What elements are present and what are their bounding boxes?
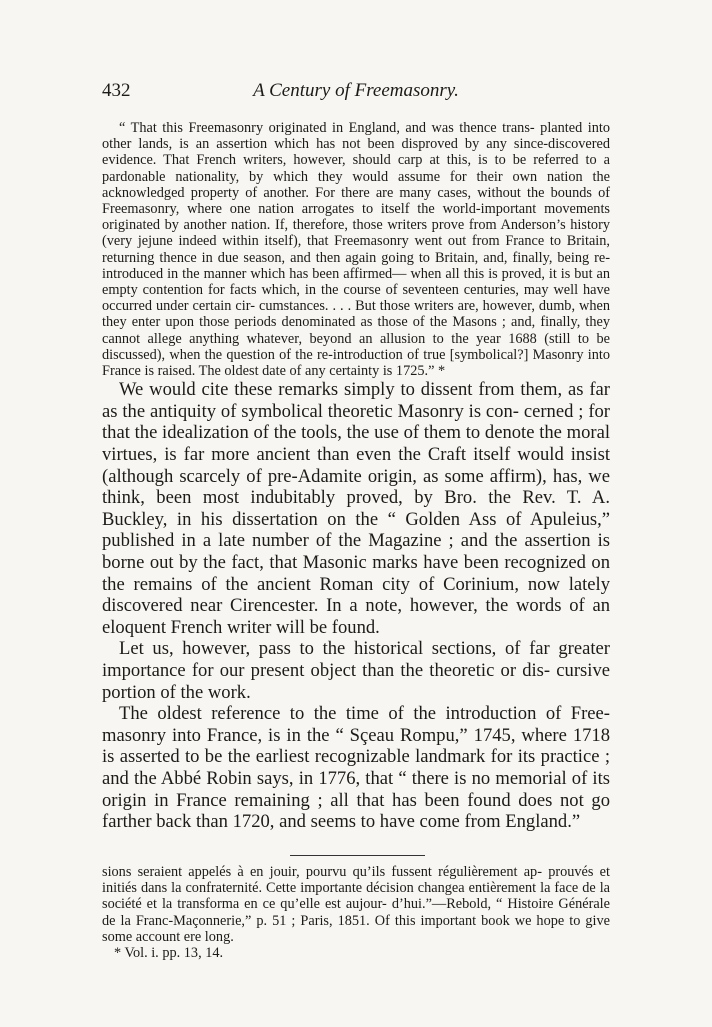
- text-line: cerned ; for that the idealization of the tools, the use of them to: [102, 400, 610, 444]
- quote-line: “ That this Freemasonry originated in England, and was thence trans-: [119, 120, 535, 136]
- text-line: Let us, however, pass to the historical sections, of far greater: [119, 638, 610, 660]
- quote-line: cumstances. . . . But those writers are, however, dumb, when they enter: [102, 298, 610, 331]
- text-line: denote the moral virtues, is far more ancient than even the Craft: [102, 422, 610, 466]
- page-header: [102, 80, 610, 104]
- text-line: cursive portion of the work.: [102, 659, 610, 703]
- footnote-line: prouvés et initiés dans la confraternité. Cette importante décision changea: [102, 864, 610, 897]
- text-line: of Corinium, now lately discovered near Cirencester. In a: [102, 573, 610, 617]
- footnote-continued: [102, 864, 610, 945]
- text-line: note, however, the words of an eloquent French writer will: [102, 595, 610, 638]
- text-line: 1718 is asserted to be the earliest recognizable landmark for its: [102, 724, 610, 768]
- quote-line: planted into other lands, is an assertion which has not been disproved by: [102, 120, 610, 153]
- quote-line: any certainty is 1725.” *: [305, 363, 446, 380]
- quote-line: any since-discovered evidence. That French writers, however, should: [102, 136, 610, 169]
- footnote-line: entièrement la face de la société et la transforma en ce qu’elle est aujour-: [102, 880, 611, 913]
- quote-line: nation arrogates to itself the world-important movements originated by: [102, 201, 610, 234]
- block-quote: [102, 120, 610, 379]
- quote-line: another nation. If, therefore, those writers prove from Anderson’s history: [183, 217, 610, 234]
- quote-line: they cannot allege anything whatever, beyond an allusion to the year: [102, 314, 611, 347]
- quote-line: to Britain, returning thence in due season, and then again going to Britain,: [102, 233, 610, 266]
- footnote-line: Paris, 1851. Of this important book we hope to give some account ere long.: [102, 912, 610, 945]
- text-line: masonry into France, is in the “ Sçeau Rompu,” 1745, where: [102, 724, 567, 746]
- text-line: We would cite these remarks simply to dissent from them, as: [119, 379, 584, 401]
- text-line: found does not go farther back than 1720, and seems to have: [102, 789, 610, 833]
- text-line: and the assertion is borne out by the fact, that Masonic marks: [102, 530, 610, 573]
- quote-line: the course of seventeen centuries, may well have occurred under certain cir-: [102, 282, 610, 315]
- quote-line: carp at this, is to be referred to a pardonable nationality, by which they: [102, 152, 611, 185]
- quote-line: For there are many cases, without the bounds of Freemasonry, where one: [102, 184, 610, 218]
- body-paragraph: [102, 638, 610, 703]
- text-line: some affirm), has, we think, been most indubitably proved, by: [102, 465, 610, 509]
- quote-line: (very jejune indeed within itself), that Freemasonry went out from France: [102, 233, 545, 250]
- text-line: memorial of its origin in France remaining ; all that has been: [102, 767, 610, 811]
- running-title: A Century of Freemasonry.: [253, 80, 459, 101]
- footnote: * Vol. i. pp. 13, 14.: [114, 945, 224, 962]
- quote-line: true [symbolical?] Masonry into France is raised. The oldest date of: [102, 346, 611, 380]
- text-line: far as the antiquity of symbolical theoretic Masonry is con-: [102, 379, 610, 422]
- footnotes: [102, 864, 610, 961]
- text-line: practice ; and the Abbé Robin says, in 1776, that “ there is no: [102, 746, 610, 789]
- text-line: The oldest reference to the time of the introduction of Free-: [119, 703, 610, 725]
- quote-line: upon those periods denominated as those of the Masons ; and, finally,: [165, 314, 581, 331]
- quote-line: when all this is proved, it is but an empty contention for facts which, in: [102, 265, 610, 299]
- text-line: Bro. the Rev. T. A. Buckley, in his dissertation on the “ Golden: [102, 487, 610, 530]
- footnote-separator: [290, 855, 425, 856]
- page-number: 432: [102, 80, 131, 101]
- quote-line: would assume for their own nation the acknowledged property of another.: [102, 168, 611, 201]
- text-line: be found.: [309, 616, 380, 638]
- footnote-line: d’hui.”—Rebold, “ Histoire Générale de la Franc-Maçonnerie,” p. 51 ;: [102, 896, 611, 929]
- body-paragraph: [102, 379, 610, 638]
- quote-line: 1688 (still to be discussed), when the question of the re-introduction of: [102, 330, 610, 363]
- text-line: Ass of Apuleius,” published in a late number of the Magazine ;: [102, 508, 610, 552]
- text-line: have been recognized on the remains of the ancient Roman city: [102, 552, 611, 595]
- footnote-line: sions seraient appelés à en jouir, pourvu qu’ils fussent régulièrement ap-: [102, 864, 542, 880]
- text-line: itself would insist (although scarcely of pre-Adamite origin, as: [102, 444, 611, 487]
- page-body: [102, 120, 610, 833]
- text-line: importance for our present object than the theoretic or dis-: [102, 659, 551, 681]
- quote-line: and, finally, being re-introduced in the manner which has been affirmed—: [102, 249, 611, 282]
- text-line: come from England.”: [419, 811, 581, 833]
- body-paragraph: [102, 703, 610, 833]
